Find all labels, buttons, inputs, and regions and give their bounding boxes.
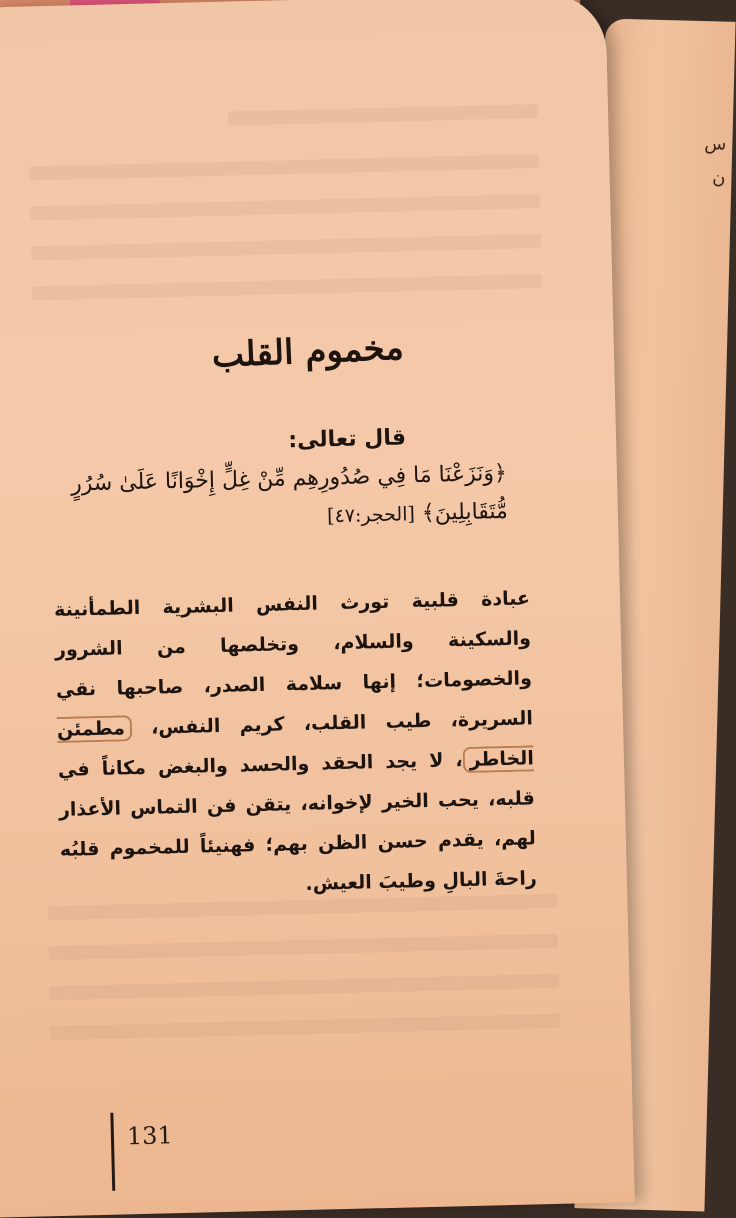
verse-reference: [الحجر:٤٧] (326, 503, 416, 528)
quran-verse (57, 455, 509, 542)
highlighted-phrase: مطمئن الخاطر (57, 715, 534, 773)
chapter-title: مخموم القلب (211, 327, 405, 376)
body-paragraph (54, 578, 538, 910)
adjacent-page-text: ن (711, 167, 726, 189)
verse-text: ﴿وَنَزَعْنَا مَا فِي صُدُورِهِم مِّنْ غِلٍّ إِخْوَانًا عَلَىٰ سُرُرٍ مُّتَقَابِلِينَ﴾ (70, 460, 509, 526)
show-through-line (31, 234, 541, 260)
footer-divider (110, 1113, 115, 1191)
show-through-line (228, 104, 538, 126)
show-through-line (49, 974, 559, 1000)
paragraph-text: عبادة قلبية تورث النفس البشرية الطمأنينة والسكينة والسلام، وتخلصها من الشرور والخصومات؛ إنها سلامة الصدر، صاحبها نقي السريرة، طيب القلب، كريم النفس، (53, 587, 534, 739)
show-through-line (29, 154, 539, 180)
show-through-line (32, 274, 542, 300)
show-through-line (50, 1014, 560, 1040)
adjacent-page-text: س (704, 133, 727, 155)
paragraph-text: ، لا يجد الحقد والحسد والبغض مكاناً في قلبه، يحب الخير لإخوانه، يتقن فن التماس الأعذار لهم، يقدم حسن الظن بهم؛ فهنيئاً للمخموم قلبُه راحةَ البالِ وطيبَ العيش. (57, 749, 538, 895)
page-number: 131 (126, 1121, 174, 1151)
show-through-line (30, 194, 540, 220)
show-through-line (48, 934, 558, 960)
verse-intro: قال تعالى: (288, 425, 407, 454)
